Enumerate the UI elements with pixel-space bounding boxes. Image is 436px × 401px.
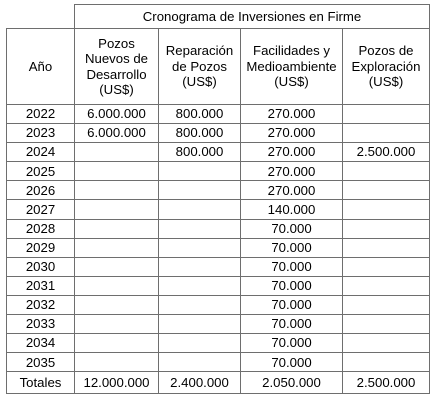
header-facilities-line-3: (US$) [274, 74, 309, 90]
facilities-cell: 270.000 [241, 124, 343, 143]
exploration-cell [343, 181, 430, 200]
facilities-cell: 270.000 [241, 143, 343, 162]
new-wells-cell [75, 143, 159, 162]
new-wells-cell: 6.000.000 [75, 105, 159, 124]
exploration-cell [343, 276, 430, 295]
header-new-wells-line-3: Desarrollo [86, 66, 147, 82]
year-cell: 2034 [7, 334, 75, 353]
facilities-cell: 70.000 [241, 295, 343, 314]
header-well-repair [159, 29, 241, 105]
header-well-repair-line-2: de Pozos [172, 58, 227, 74]
header-facilities-line-2: Medioambiente [246, 58, 337, 74]
year-cell: 2023 [7, 124, 75, 143]
exploration-cell [343, 257, 430, 276]
table-row [7, 143, 430, 162]
facilities-cell: 270.000 [241, 181, 343, 200]
header-exploration [343, 29, 430, 105]
year-cell: 2032 [7, 295, 75, 314]
facilities-cell: 70.000 [241, 353, 343, 372]
new-wells-cell [75, 200, 159, 219]
header-new-wells-line-2: Nuevos de [84, 51, 149, 66]
exploration-cell [343, 315, 430, 334]
new-wells-cell [75, 315, 159, 334]
table-row [7, 353, 430, 372]
exploration-cell: 2.500.000 [343, 143, 430, 162]
well-repair-cell [159, 238, 241, 257]
table-row [7, 334, 430, 353]
table-row [7, 315, 430, 334]
table-row [7, 200, 430, 219]
investment-schedule-table [6, 4, 430, 394]
year-cell: 2024 [7, 143, 75, 162]
new-wells-cell: 6.000.000 [75, 124, 159, 143]
year-cell: 2028 [7, 219, 75, 238]
exploration-cell [343, 200, 430, 219]
facilities-cell: 70.000 [241, 315, 343, 334]
column-header-row [7, 29, 430, 105]
header-year: Año [7, 29, 75, 105]
new-wells-cell [75, 181, 159, 200]
table-title: Cronograma de Inversiones en Firme [75, 5, 430, 29]
header-exploration-line-1: Pozos de [358, 43, 414, 59]
well-repair-cell [159, 276, 241, 295]
header-new-wells-line-1: Pozos [98, 35, 135, 51]
year-cell: 2022 [7, 105, 75, 124]
total-new-wells: 12.000.000 [75, 372, 159, 394]
well-repair-cell: 800.000 [159, 143, 241, 162]
table-row [7, 257, 430, 276]
total-facilities: 2.050.000 [241, 372, 343, 394]
exploration-cell [343, 238, 430, 257]
year-cell: 2031 [7, 276, 75, 295]
header-well-repair-line-3: (US$) [182, 74, 217, 90]
well-repair-cell [159, 315, 241, 334]
header-facilities [241, 29, 343, 105]
new-wells-cell [75, 257, 159, 276]
exploration-cell [343, 353, 430, 372]
well-repair-cell: 800.000 [159, 105, 241, 124]
table-row [7, 181, 430, 200]
total-exploration: 2.500.000 [343, 372, 430, 394]
table-row [7, 238, 430, 257]
well-repair-cell [159, 257, 241, 276]
new-wells-cell [75, 238, 159, 257]
facilities-cell: 70.000 [241, 334, 343, 353]
facilities-cell: 70.000 [241, 219, 343, 238]
exploration-cell [343, 219, 430, 238]
table-row [7, 105, 430, 124]
well-repair-cell [159, 200, 241, 219]
header-new-wells-line-4: (US$) [99, 82, 134, 97]
header-exploration-line-3: (US$) [368, 74, 404, 90]
facilities-cell: 270.000 [241, 105, 343, 124]
year-cell: 2025 [7, 162, 75, 181]
well-repair-cell [159, 334, 241, 353]
year-cell: 2030 [7, 257, 75, 276]
new-wells-cell [75, 295, 159, 314]
well-repair-cell [159, 295, 241, 314]
new-wells-cell [75, 353, 159, 372]
well-repair-cell [159, 353, 241, 372]
exploration-cell [343, 334, 430, 353]
well-repair-cell [159, 181, 241, 200]
exploration-cell [343, 162, 430, 181]
exploration-cell [343, 124, 430, 143]
facilities-cell: 140.000 [241, 200, 343, 219]
header-well-repair-line-1: Reparación [165, 43, 234, 59]
exploration-cell [343, 105, 430, 124]
new-wells-cell [75, 334, 159, 353]
total-well-repair: 2.400.000 [159, 372, 241, 394]
totals-label: Totales [7, 372, 75, 394]
header-new-wells [75, 29, 159, 105]
facilities-cell: 70.000 [241, 257, 343, 276]
totals-row [7, 372, 430, 394]
year-cell: 2029 [7, 238, 75, 257]
table-row [7, 295, 430, 314]
table-row [7, 276, 430, 295]
new-wells-cell [75, 276, 159, 295]
year-cell: 2027 [7, 200, 75, 219]
header-exploration-line-2: Exploración [351, 58, 421, 74]
table-title-row [7, 5, 430, 29]
year-cell: 2033 [7, 315, 75, 334]
new-wells-cell [75, 219, 159, 238]
year-cell: 2026 [7, 181, 75, 200]
table-row [7, 219, 430, 238]
blank-corner-cell [7, 5, 75, 29]
exploration-cell [343, 295, 430, 314]
year-cell: 2035 [7, 353, 75, 372]
facilities-cell: 70.000 [241, 276, 343, 295]
header-facilities-line-1: Facilidades y [253, 43, 330, 59]
well-repair-cell: 800.000 [159, 124, 241, 143]
well-repair-cell [159, 219, 241, 238]
well-repair-cell [159, 162, 241, 181]
table-row [7, 162, 430, 181]
facilities-cell: 70.000 [241, 238, 343, 257]
table-row [7, 124, 430, 143]
facilities-cell: 270.000 [241, 162, 343, 181]
new-wells-cell [75, 162, 159, 181]
